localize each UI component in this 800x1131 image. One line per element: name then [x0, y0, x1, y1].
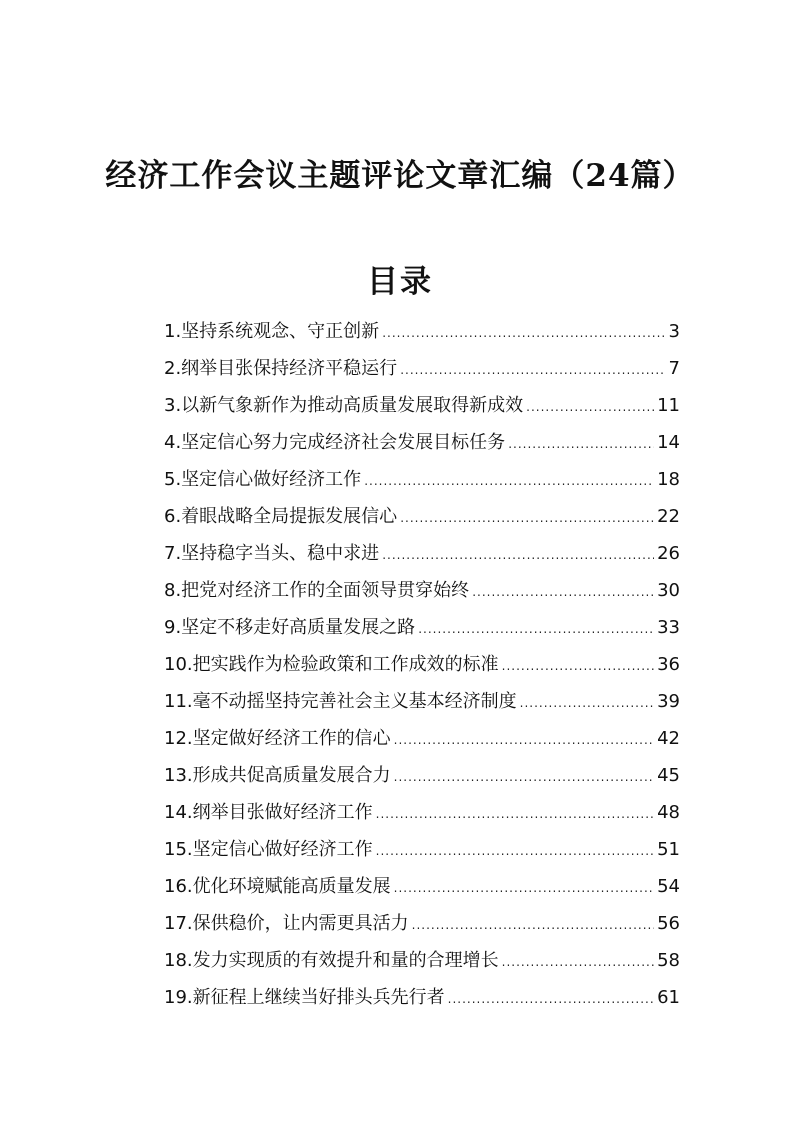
toc-heading: 目录	[367, 264, 433, 300]
toc-entry[interactable]	[164, 424, 680, 461]
toc-entry-page: 45	[657, 765, 680, 786]
toc-entry-page: 26	[657, 543, 680, 564]
toc-leader-dots	[508, 426, 654, 463]
toc-leader-dots	[376, 833, 654, 870]
toc-entry-page: 18	[657, 469, 680, 490]
toc-leader-dots	[412, 907, 654, 944]
toc-entry-page: 11	[657, 395, 680, 416]
toc-entry-title: 14.纲举目张做好经济工作	[164, 802, 373, 823]
toc-entry-page: 33	[657, 617, 680, 638]
toc-entry-page: 58	[657, 950, 680, 971]
toc-entry[interactable]	[164, 572, 680, 609]
toc-entry-page: 3	[668, 321, 680, 342]
toc-leader-dots	[418, 611, 654, 648]
toc-entry[interactable]	[164, 313, 680, 350]
toc-entry-page: 51	[657, 839, 680, 860]
toc-entry[interactable]	[164, 979, 680, 1016]
toc-leader-dots	[448, 981, 654, 1018]
toc-leader-dots	[472, 574, 654, 611]
toc-leader-dots	[394, 722, 654, 759]
table-of-contents	[164, 313, 680, 1016]
toc-leader-dots	[502, 944, 654, 981]
toc-entry-title: 15.坚定信心做好经济工作	[164, 839, 373, 860]
toc-entry-page: 61	[657, 987, 680, 1008]
toc-entry-page: 22	[657, 506, 680, 527]
toc-entry-title: 2.纲举目张保持经济平稳运行	[164, 358, 398, 379]
toc-leader-dots	[382, 537, 654, 574]
toc-entry[interactable]	[164, 683, 680, 720]
toc-leader-dots	[376, 796, 654, 833]
toc-entry-page: 42	[657, 728, 680, 749]
toc-entry-title: 10.把实践作为检验政策和工作成效的标准	[164, 654, 499, 675]
toc-entry-title: 16.优化环境赋能高质量发展	[164, 876, 391, 897]
toc-entry[interactable]	[164, 535, 680, 572]
toc-leader-dots	[364, 463, 654, 500]
toc-entry[interactable]	[164, 720, 680, 757]
toc-entry[interactable]	[164, 794, 680, 831]
toc-entry[interactable]	[164, 646, 680, 683]
toc-entry-title: 6.着眼战略全局提振发展信心	[164, 506, 398, 527]
toc-entry-title: 4.坚定信心努力完成经济社会发展目标任务	[164, 432, 506, 453]
toc-entry[interactable]	[164, 498, 680, 535]
toc-leader-dots	[526, 389, 654, 426]
toc-entry[interactable]	[164, 942, 680, 979]
toc-entry-page: 48	[657, 802, 680, 823]
toc-entry[interactable]	[164, 609, 680, 646]
toc-entry[interactable]	[164, 350, 680, 387]
toc-entry[interactable]	[164, 757, 680, 794]
toc-entry[interactable]	[164, 461, 680, 498]
toc-entry-page: 54	[657, 876, 680, 897]
toc-leader-dots	[400, 500, 654, 537]
toc-entry-title: 13.形成共促高质量发展合力	[164, 765, 391, 786]
toc-entry[interactable]	[164, 905, 680, 942]
toc-leader-dots	[382, 315, 665, 352]
toc-entry-title: 11.毫不动摇坚持完善社会主义基本经济制度	[164, 691, 517, 712]
toc-leader-dots	[394, 759, 654, 796]
toc-entry-title: 18.发力实现质的有效提升和量的合理增长	[164, 950, 499, 971]
toc-entry[interactable]	[164, 868, 680, 905]
toc-entry-page: 14	[657, 432, 680, 453]
toc-leader-dots	[400, 352, 665, 389]
toc-entry-title: 17.保供稳价，让内需更具活力	[164, 913, 409, 934]
toc-entry-title: 12.坚定做好经济工作的信心	[164, 728, 391, 749]
toc-entry-title: 9.坚定不移走好高质量发展之路	[164, 617, 416, 638]
toc-entry-page: 30	[657, 580, 680, 601]
toc-entry-title: 19.新征程上继续当好排头兵先行者	[164, 987, 445, 1008]
toc-entry-page: 56	[657, 913, 680, 934]
document-title: 经济工作会议主题评论文章汇编（24篇）	[105, 158, 695, 194]
toc-entry[interactable]	[164, 387, 680, 424]
toc-entry-title: 8.把党对经济工作的全面领导贯穿始终	[164, 580, 470, 601]
toc-entry-page: 36	[657, 654, 680, 675]
toc-entry-title: 5.坚定信心做好经济工作	[164, 469, 362, 490]
toc-entry-title: 3.以新气象新作为推动高质量发展取得新成效	[164, 395, 524, 416]
toc-leader-dots	[394, 870, 654, 907]
toc-entry-title: 7.坚持稳字当头、稳中求进	[164, 543, 380, 564]
toc-entry-page: 7	[668, 358, 680, 379]
toc-entry-title: 1.坚持系统观念、守正创新	[164, 321, 380, 342]
toc-leader-dots	[520, 685, 654, 722]
toc-entry[interactable]	[164, 831, 680, 868]
toc-entry-page: 39	[657, 691, 680, 712]
toc-leader-dots	[502, 648, 654, 685]
